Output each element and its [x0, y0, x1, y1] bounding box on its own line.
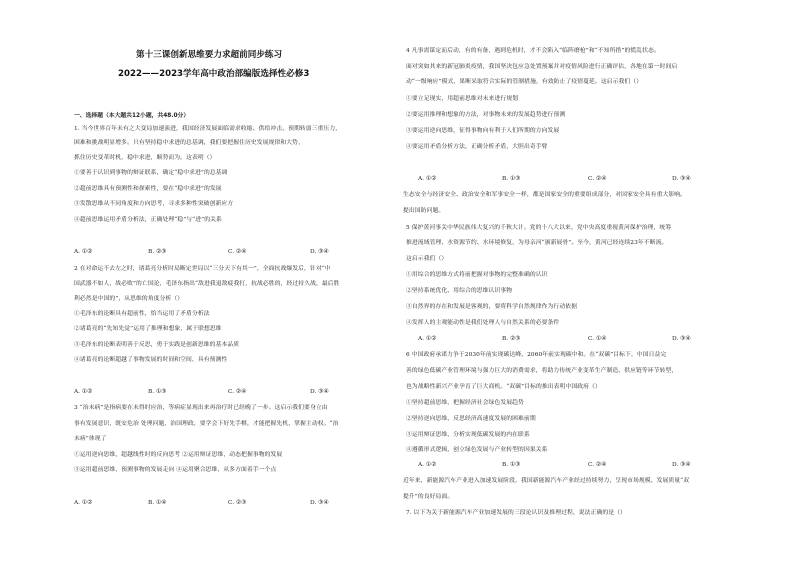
statement-3: ③发散思维从不同角度和方向思考，寻求多种性突破创新应方	[74, 201, 234, 207]
question-line: 善的绿色低碳产业管理环境与强力巨大的消费需求，将助力传统产业变革生产制造、供应链等环节转型，	[406, 368, 678, 374]
question-line: 面对突如其来的新冠肺炎疫情，我国坚决包应急处置预案并对疫情风险进行正确评估，各地在第一时间启	[406, 64, 678, 70]
option-b[interactable]: B. ①③	[502, 176, 521, 182]
option-a[interactable]: A. ①②	[418, 462, 437, 468]
option-a[interactable]: A. ①②	[74, 389, 93, 395]
statement-4: ④诸葛亮的论断超越了事物发展的时间和空间，具有预测性	[74, 357, 228, 363]
option-c[interactable]: C. ②③	[228, 500, 247, 506]
option-b[interactable]: B. ②③	[148, 249, 167, 255]
passage-line: 提出国防问题。	[403, 208, 445, 214]
option-a[interactable]: A. ①②	[74, 500, 93, 506]
statement-4: ④发挥人的主观能动性是我们处理人与自然关系的必要条件	[406, 320, 560, 326]
question-line: 事有发展意识，既安危治 处理问题，治国理政，要学会下好先手棋，才能把握先机，掌握主动权。“治	[74, 421, 339, 427]
statement-3: ③自然界的存在和发展是客观的，要将科学自然规律作为行动依据	[406, 304, 578, 310]
statement-1: ①用综合的思维方式将前把握对事物的完整准确的认识	[406, 272, 548, 278]
passage-line: 提升”的良好局面。	[403, 494, 454, 500]
document-title: 第十三课创新思维要力求超前同步练习	[136, 50, 283, 60]
option-b[interactable]: B. ①③	[502, 462, 521, 468]
option-d[interactable]: D. ③④	[672, 336, 691, 342]
question-line: 利必然是中国的”，从思维的角度分析（）	[74, 296, 184, 302]
statement-2: ②坚持逆向思维，反思经济高速度发展的困难前期	[406, 416, 536, 422]
statement-4: ④要运用矛盾分析方法，正确分析矛盾，大胆出奇手臂	[406, 144, 548, 150]
statement-1: ①要善于认识到事物的辩证联系，确定“稳中求进”的总基调	[74, 170, 228, 176]
statement-2: ②坚持系统优化，用综合的思维认识事物	[406, 288, 513, 294]
statement-1: ①毛泽东的论断具有超前性，恰当运用了矛盾分析法	[74, 311, 210, 317]
passage-line: 生态安全与经济安全、政治安全和军事安全一样，都是国家安全的重要组成部分，对国家安全具有重大影响。	[403, 192, 687, 198]
question-line: 困难和挑战明显增多。只有坚持稳中求进的总基调，我们要把握住历史发展规律和大势，	[74, 140, 304, 146]
question-line: 推进流域管理、水资源节约、水环境修复，为母亲河“颁新展骨”。至今，黄河已经连续23年不断流。	[406, 240, 668, 246]
statement-2: ②要运用推理和想象的方法，对事物未来的发展趋势进行预测	[406, 112, 566, 118]
option-a[interactable]: A. ①②	[418, 176, 437, 182]
statement-3: ③毛泽东的论断表明善于反思，勇于实践是创新思维的基本品质	[74, 342, 240, 348]
option-b[interactable]: B. ①④	[148, 500, 167, 506]
question-line: 抓住历史变革时机，稳中求进，顺势而为。这表明（）	[74, 155, 216, 161]
statement-4: ④超前思维运用矛盾分析法，正确处理“稳”与“进”的关系	[74, 217, 222, 223]
question-line: 国武器不如人，战必败”的亡国论，毛泽东指出“敌进我退敌疲我打，抗战必胜的，经过持久战，最后胜	[74, 281, 340, 287]
option-d[interactable]: D. ③④	[310, 500, 329, 506]
statement-4: ④遵循形式逻辑，创立绿色发展与产业转型的因果关系	[406, 447, 548, 453]
statement-2: ②诸葛亮的“先知先觉”运用了推理和想象，属于联想思维	[74, 326, 222, 332]
question-line: 也为战略性新兴产业孕育了巨大商机。“双碳”目标的推出表明中国政府（）	[406, 384, 601, 390]
statement-1-2: ①运用逆向思维，超越线性时的反向思考 ②运用辩证思维，动态把握事物的发展	[74, 452, 283, 458]
option-c[interactable]: C. ①④	[588, 336, 607, 342]
option-b[interactable]: B. ②③	[502, 336, 521, 342]
option-d[interactable]: D. ③④	[310, 249, 329, 255]
statement-3-4: ③运用超前思维，预测事物的发展走向 ④运用聚合思维，从多方面着手一个点	[74, 467, 277, 473]
statement-3: ③要运用逆向思维，征得事物向有利于人们所期的方向发展	[406, 128, 560, 134]
passage-line: 近年来，新能源汽车产业进入加速发展阶段，我国新能源汽车产业经过持续努力，呈现市场规模、发展质量“双	[403, 478, 690, 484]
option-d[interactable]: D. ③④	[672, 176, 691, 182]
option-d[interactable]: D. ③④	[310, 389, 329, 395]
question-line: 5 保护黄河事关中华民族伟大复兴的千秋大计。党的十八大以来，党中央高度重视黄河保护治理，统筹	[406, 225, 672, 231]
option-a[interactable]: A. ①②	[418, 336, 437, 342]
question-line: 动“一级响应”模式，果断采取符合实际的管制措施，有效防止了疫情蔓延。这启示我们（）	[406, 79, 643, 85]
question-line: 未病”体现了	[74, 436, 107, 442]
statement-1: ①坚持超前思维，把握经济社会绿色发展趋势	[406, 400, 524, 406]
question-line: 7. 以下为关于新能源汽车产业加速发展的三段论认识及推理过程，说法正确的是（）	[406, 510, 626, 516]
option-c[interactable]: C. ②④	[228, 389, 247, 395]
option-b[interactable]: B. ①③	[148, 389, 167, 395]
statement-3: ③运用辩证思维，分析实现低碳发展的内在联系	[406, 432, 530, 438]
document-subtitle: 2022——2023学年高中政治部编版选择性必修3	[118, 69, 310, 79]
option-c[interactable]: C. ②④	[588, 176, 607, 182]
question-line: 6 中国政府承诺力争于2030年前实现碳达峰，2060年前实现碳中和。在“双碳”目标下，中国日益完	[406, 352, 667, 358]
option-c[interactable]: C. ②④	[228, 249, 247, 255]
section-heading: 一、选择题（本大题共12小题，共48.0分）	[74, 113, 190, 119]
statement-1: ①要立足现实，用超前思维对未来进行规划	[406, 96, 519, 102]
option-c[interactable]: C. ②④	[588, 462, 607, 468]
question-line: 1. 当今世界百年未有之大变局加速演进，我国经济发展面临需求收缩、供给冲击、预期转弱三重压力，	[74, 126, 342, 132]
question-line: 4 凡事需谋定而后动，有的有备，遇到危机时，才不会陷入“临阵磨枪”和“不知所措”的慌乱状态。	[406, 48, 660, 54]
question-line: 这启示我们（）	[406, 256, 448, 262]
statement-2: ②超前思维具有预测性和探索性，要在“稳中求进”的发展	[74, 186, 222, 192]
question-line: 3 “治未病”是指病要在未得时应治，等病症显现出来再治疗时已经晚了一步。这启示我们要身立由	[74, 405, 328, 411]
option-d[interactable]: D. ③④	[672, 462, 691, 468]
question-line: 2 在对命运不去左之时，诸葛亮分析时局断定世局以“三分天下有其一”，全面抗战爆发后，针对“中	[74, 266, 331, 272]
option-a[interactable]: A. ①②	[74, 249, 93, 255]
